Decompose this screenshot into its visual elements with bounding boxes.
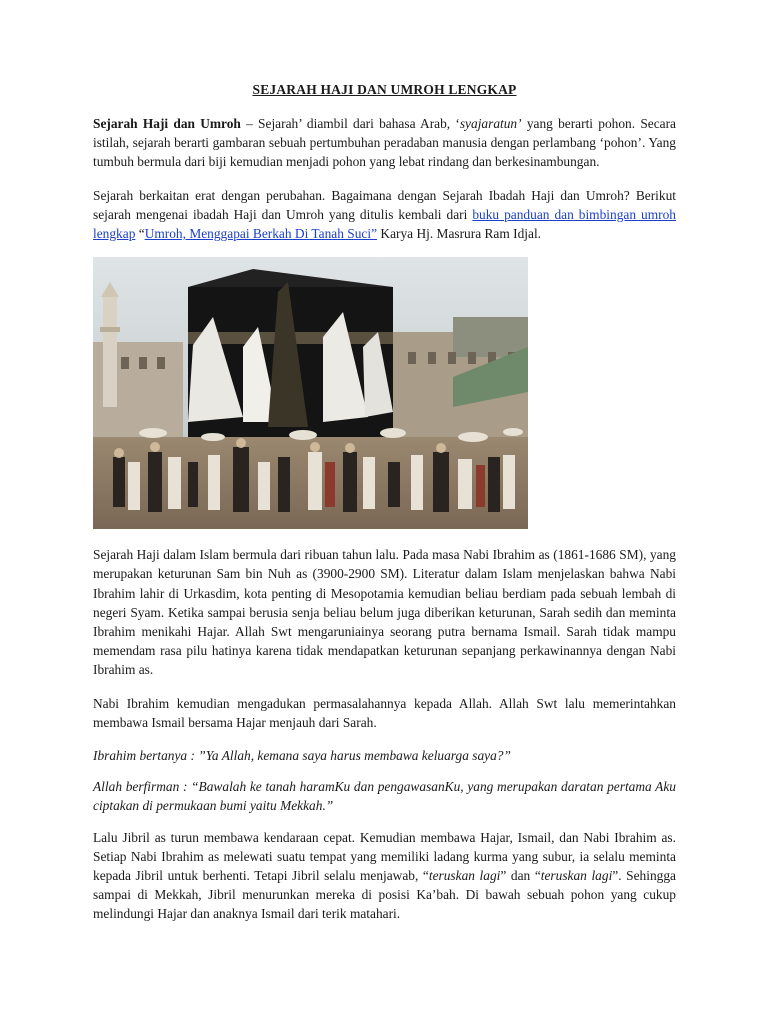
paragraph-source: Sejarah berkaitan erat dengan perubahan. Bagaimana dengan Sejarah Ibadah Haji dan Umroh? Berikut sejarah mengenai ibadah Haji dan Umroh yang ditulis kembali dari buku panduan dan bimbingan umroh lengkap “Umroh, Menggapai Berkah Di Tanah Suci” Karya Hj. Masrura Ram Idjal. xyxy=(93,187,676,242)
intro-bold-lead: Sejarah Haji dan Umroh xyxy=(93,116,241,131)
document-title: SEJARAH HAJI DAN UMROH LENGKAP xyxy=(252,82,517,97)
kaaba-photo xyxy=(93,257,528,529)
link-buku-panduan[interactable]: buku panduan dan bimbingan umroh lengkap xyxy=(93,206,676,242)
paragraph-complaint: Nabi Ibrahim kemudian mengadukan permasalahannya kepada Allah. Allah Swt lalu memerintahkan membawa Ismail bersama Hajar menjauh dari Sarah. xyxy=(93,695,676,730)
quote-allah: Allah berfirman : “Bawalah ke tanah haramKu dan pengawasanKu, yang merupakan daratan pertama Aku ciptakan di permukaan bumi yaitu Mekkah.” xyxy=(93,779,676,814)
paragraph-journey: Lalu Jibril as turun membawa kendaraan cepat. Kemudian membawa Hajar, Ismail, dan Nabi Ibrahim as. Setiap Nabi Ibrahim as melewati suatu tempat yang memiliki ladang kurma yang subur, ia selalu meminta kepada Jibril untuk berhenti. Tetapi Jibril selalu menjawab, “teruskan lagi” dan “teruskan lagi”. Sehingga sampai di Mekkah, Jibril menurunkan mereka di posisi Ka’bah. Di bawah sebuah pohon yang cukup melindungi Hajar dan anaknya Ismail dari terik matahari. xyxy=(93,829,676,922)
link-umroh-menggapai-berkah[interactable]: Umroh, Menggapai Berkah Di Tanah Suci” xyxy=(144,226,378,242)
quote-ibrahim: Ibrahim bertanya : ”Ya Allah, kemana saya harus membawa keluarga saya?” xyxy=(93,748,511,764)
paragraph-history: Sejarah Haji dalam Islam bermula dari ribuan tahun lalu. Pada masa Nabi Ibrahim as (1861-1686 SM), yang merupakan keturunan Sam bin Nuh as (3900-2900 SM). Literatur dalam Islam menjelaskan bahwa Nabi Ibrahim lahir di Urkasdim, kota penting di Mesopotamia kemudian beliau berdiam pada sebuah lembah di negeri Syam. Ketika sampai berusia senja beliau belum juga diberikan keturunan, Sarah sedih dan meminta Ibrahim menikahi Hajar. Allah Swt mengaruniainya seorang putra bernama Ismail. Sarah tidak mampu memendam rasa pilu hatinya karena tidak mendapatkan keturunan sepanjang perkawinannya dengan Nabi Ibrahim as. xyxy=(93,547,676,678)
paragraph-intro: Sejarah Haji dan Umroh – Sejarah’ diambil dari bahasa Arab, ‘syajaratun’ yang berarti pohon. Secara istilah, sejarah berarti gambaran sebuah pertumbuhan peradaban manusia dengan perlambang ‘pohon’. Yang tumbuh bermula dari biji kemudian menjadi pohon yang lebat rindang dan berkesinambungan. xyxy=(93,116,676,170)
